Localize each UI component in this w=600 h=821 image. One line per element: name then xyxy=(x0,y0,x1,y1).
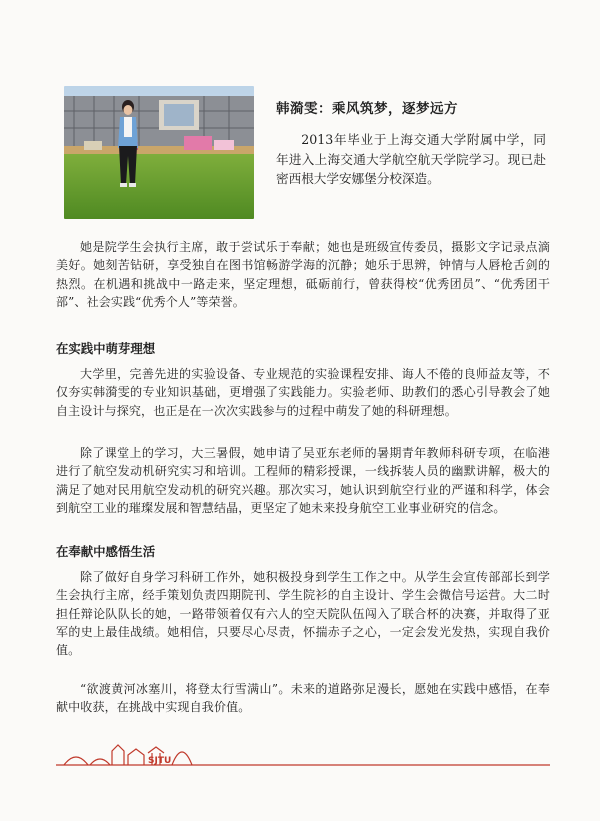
section-2-title: 在奉献中感悟生活 xyxy=(56,544,156,559)
section-2 xyxy=(56,542,550,560)
section-1-paragraph-1: 大学里，完善先进的实验设备、专业规范的实验课程安排、诲人不倦的良师益友等，不仅夯实韩漪雯的专业知识基础，更增强了实践能力。实验老师、助教们的悉心引导教会了她自主设计与探究，也正是在一次次实践参与的过程中萌发了她的科研理想。 xyxy=(56,367,550,418)
profile-intro: 2013年毕业于上海交通大学附属中学，同年进入上海交通大学航空航天学院学习。现已赴密西根大学安娜堡分校深造。 xyxy=(276,132,546,186)
closing-block xyxy=(56,680,550,717)
closing-paragraph: “欲渡黄河冰塞川，将登太行雪满山”。未来的道路弥足漫长，愿她在实践中感悟，在奉献中收获，在挑战中实现自我价值。 xyxy=(56,682,550,715)
section-1-paragraph-2-block xyxy=(56,444,550,517)
paragraph-1-block xyxy=(56,238,550,311)
portrait-photo xyxy=(64,86,254,219)
section-1-paragraph-1-block xyxy=(56,365,550,420)
section-2-paragraph-1: 除了做好自身学习科研工作外，她积极投身到学生工作之中。从学生会宣传部部长到学生会执行主席，经手策划负责四期院刊、学生院衫的自主设计、学生会微信号运营。大二时担任辩论队队长的她，一路带领着仅有六人的空天院队伍闯入了联合杯的决赛，并取得了亚军的史上最佳战绩。她相信，只要尽心尽责，怀揣赤子之心，一定会发光发热，实现自我价值。 xyxy=(56,570,550,658)
profile-headline: 韩漪雯：乘风筑梦，逐梦远方 xyxy=(276,101,458,117)
section-2-paragraph-1-block xyxy=(56,568,550,659)
footer-sjtu-logo xyxy=(56,733,550,769)
footer-logo-text: SJTU xyxy=(148,756,172,766)
section-1-title: 在实践中萌芽理想 xyxy=(56,341,156,356)
paragraph-1: 她是院学生会执行主席，敢于尝试乐于奉献；她也是班级宣传委员，摄影文字记录点滴美好。她刻苦钻研，享受独自在图书馆畅游学海的沉静；她乐于思辨，钟情与人唇枪舌剑的热烈。在机遇和挑战中一路走来，坚定理想，砥砺前行，曾获得校“优秀团员”、“优秀团干部”、社会实践“优秀个人”等荣誉。 xyxy=(56,240,550,309)
section-1 xyxy=(56,339,550,357)
section-1-paragraph-2: 除了课堂上的学习，大三暑假，她申请了吴亚东老师的暑期青年教师科研专项，在临港进行了航空发动机研究实习和培训。工程师的精彩授课，一线拆装人员的幽默讲解，极大的满足了她对民用航空发动机的研究兴趣。那次实习，她认识到航空行业的严谨和科学，体会到航空工业的璀璨发展和智慧结晶，更坚定了她未来投身航空工业事业研究的信念。 xyxy=(56,446,550,515)
